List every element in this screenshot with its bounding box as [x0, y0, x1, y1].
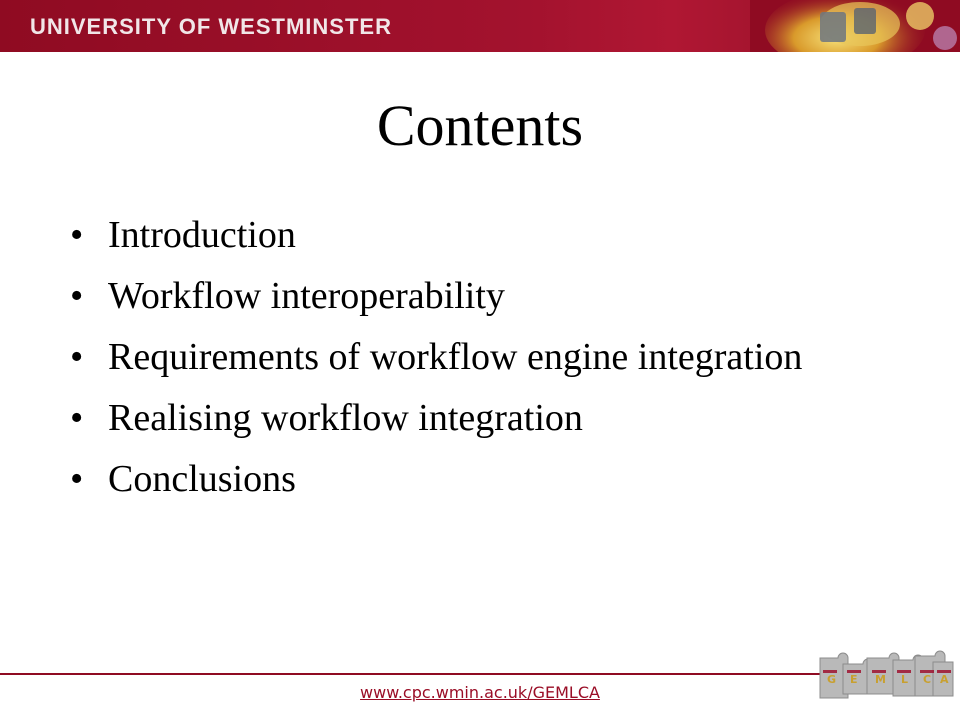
logo-letter-c: C: [923, 673, 932, 686]
bullet-icon: •: [70, 275, 84, 317]
logo-letter-m: M: [875, 673, 886, 686]
bullet-icon: •: [70, 336, 84, 378]
banner-decoration-graphic: [750, 0, 960, 52]
logo-letter-a: A: [940, 673, 949, 686]
logo-letter-l: L: [901, 673, 909, 686]
logo-letter-g: G: [827, 673, 837, 686]
institution-name: UNIVERSITY OF WESTMINSTER: [30, 14, 392, 39]
bullet-icon: •: [70, 397, 84, 439]
logo-letter-e: E: [850, 673, 858, 686]
bullet-icon: •: [70, 458, 84, 500]
footer-url-link[interactable]: www.cpc.wmin.ac.uk/GEMLCA: [360, 683, 600, 702]
header-banner: [0, 0, 960, 52]
bullet-icon: •: [70, 214, 84, 256]
list-item-text: Introduction: [108, 214, 296, 256]
list-item-text: Conclusions: [108, 458, 296, 500]
footer-divider: [0, 673, 830, 675]
list-item-text: Workflow interoperability: [108, 275, 505, 317]
list-item-text: Realising workflow integration: [108, 397, 583, 439]
slide-title: Contents: [376, 93, 584, 158]
list-item-text: Requirements of workflow engine integration: [108, 336, 803, 378]
gemlca-puzzle-logo: [815, 640, 960, 708]
